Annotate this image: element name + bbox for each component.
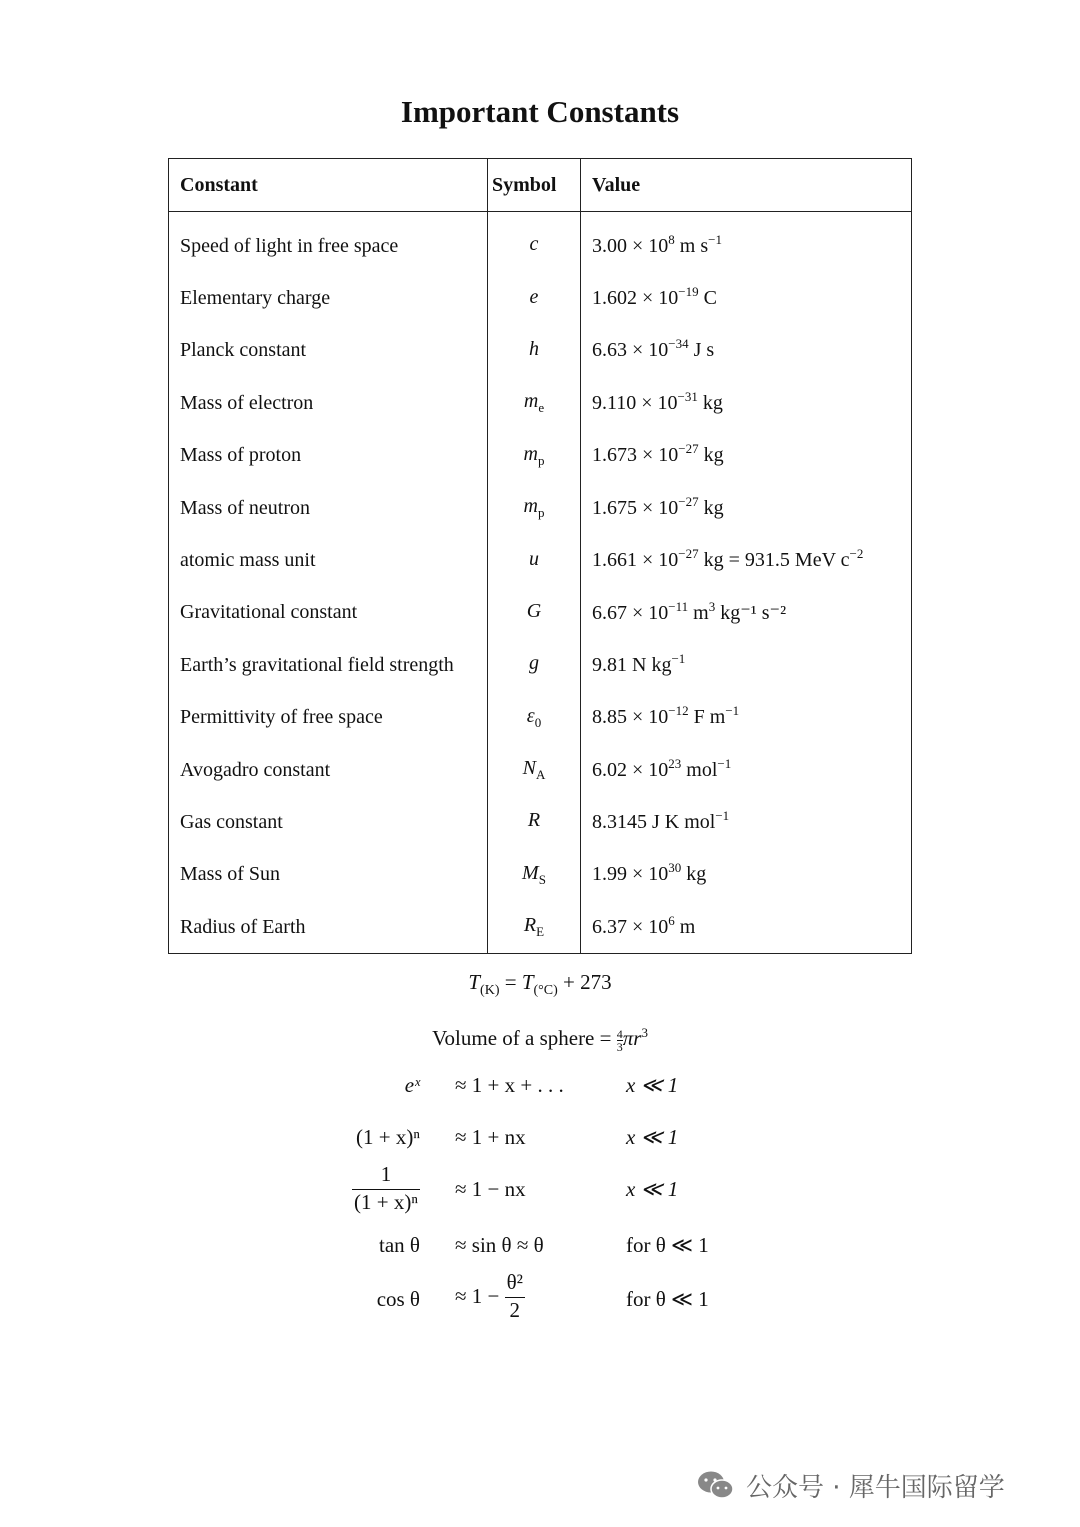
constants-table [168,158,912,954]
constant-name: Avogadro constant [169,744,488,796]
constant-value: $1.602 \times 10^{-19}$ C [592,284,717,310]
table-header-row [169,159,912,212]
table-row [169,430,912,482]
constant-symbol: $m_e$ [488,377,581,429]
approx-lhs-binomial: (1 + x)ⁿ [356,1125,420,1149]
constant-value: $1.675 \times 10^{-27}$ kg [592,493,724,519]
constant-name: Speed of light in free space [169,212,488,273]
constant-value: $1.99 \times 10^{30}$ kg [592,860,707,886]
approx-cond-cos: for θ ≪ 1 [626,1287,709,1311]
table-row [169,901,912,954]
table-row [169,534,912,586]
constant-symbol: R [488,796,581,848]
constant-symbol: G [488,587,581,639]
constant-name: Mass of neutron [169,482,488,534]
table-row [169,272,912,324]
constant-value: $6.02 \times 10^{23}$ mol$^{-1}$ [592,755,732,781]
constant-symbol: $m_p$ [488,482,581,534]
constant-value: $8.85 \times 10^{-12}$ F $m^{-1}$ [592,703,740,729]
approx-rhs-binomial: ≈ 1 + nx [455,1125,526,1149]
approx-rhs-exp: ≈ 1 + x + . . . [455,1073,564,1097]
constant-name: Elementary charge [169,272,488,324]
constant-symbol: h [488,325,581,377]
approx-lhs-cos: cos θ [376,1287,420,1311]
constant-value: $6.37 \times 10^6$ m [592,912,696,938]
constant-symbol: c [488,212,581,273]
table-row [169,796,912,848]
constant-value: $1.661 \times 10^{-27}$ kg = 931.5 MeV $c^{-2}$ [592,546,864,572]
constant-name: Mass of Sun [169,849,488,901]
constant-name: Planck constant [169,325,488,377]
table-row [169,212,912,273]
wechat-icon [696,1469,736,1501]
approx-rhs-inverse: ≈ 1 − nx [455,1177,526,1201]
table-row [169,587,912,639]
constant-value: $6.67 \times 10^{-11}$ $m^3$ kg⁻¹ s⁻² [592,599,787,625]
table-row [169,377,912,429]
constant-value: 8.3145 J K mol$^{-1}$ [592,807,730,833]
constant-name: Permittivity of free space [169,692,488,744]
constant-symbol: $R_E$ [488,901,581,954]
constant-symbol: g [488,639,581,691]
constant-name: atomic mass unit [169,534,488,586]
table-row [169,639,912,691]
constant-symbol: e [488,272,581,324]
header-constant: Constant [169,159,488,212]
constant-name: Gas constant [169,796,488,848]
table-row [169,744,912,796]
constant-value: $9.110 \times 10^{-31}$ kg [592,388,723,414]
approx-lhs-tan: tan θ [379,1233,420,1257]
constant-name: Mass of proton [169,430,488,482]
footer-watermark [696,1465,1005,1505]
constant-symbol: u [488,534,581,586]
constant-name: Gravitational constant [169,587,488,639]
constant-symbol: $m_p$ [488,430,581,482]
constant-name: Earth’s gravitational field strength [169,639,488,691]
constant-value: $6.63 \times 10^{-34}$ J s [592,336,715,362]
constant-symbol: $\varepsilon_0$ [488,692,581,744]
approx-lhs-exp: eˣ [404,1073,420,1097]
constant-symbol: $M_S$ [488,849,581,901]
sphere-volume-formula: Volume of a sphere = $\frac{4}{3}$ $\pi r^3$ [432,1025,648,1054]
table-row [169,482,912,534]
constant-value: 9.81 N $kg^{-1}$ [592,650,686,676]
footer-text: 公众号 · 犀牛国际留学 [746,1472,1005,1503]
constant-value: $1.673 \times 10^{-27}$ kg [592,441,724,467]
approx-rhs-tan: ≈ sin θ ≈ θ [455,1233,544,1257]
approx-rhs-cos: ≈ 1 − $\frac{\text{θ²}}{2}$ [455,1270,523,1322]
constant-name: Radius of Earth [169,901,488,954]
approx-cond-tan: for θ ≪ 1 [626,1233,709,1257]
table-row [169,849,912,901]
constant-value: $3.00 \times 10^8$ m $s^{-1}$ [592,231,722,257]
constant-name: Mass of electron [169,377,488,429]
table-row [169,692,912,744]
approx-cond-exp: x ≪ 1 [626,1073,679,1097]
approx-lhs-inverse: $\frac{1}{\text{(1 + x)ⁿ}}$ [354,1162,418,1214]
constant-symbol: $N_A$ [488,744,581,796]
approx-cond-inverse: x ≪ 1 [626,1177,679,1201]
header-value: Value [581,159,912,212]
approx-cond-binomial: x ≪ 1 [626,1125,679,1149]
header-symbol: Symbol [488,159,581,212]
page-title: Important Constants [400,94,680,129]
table-row [169,325,912,377]
temperature-formula: $T_{(K)} = T_{(^\circ C)} + 273$ [468,970,612,999]
